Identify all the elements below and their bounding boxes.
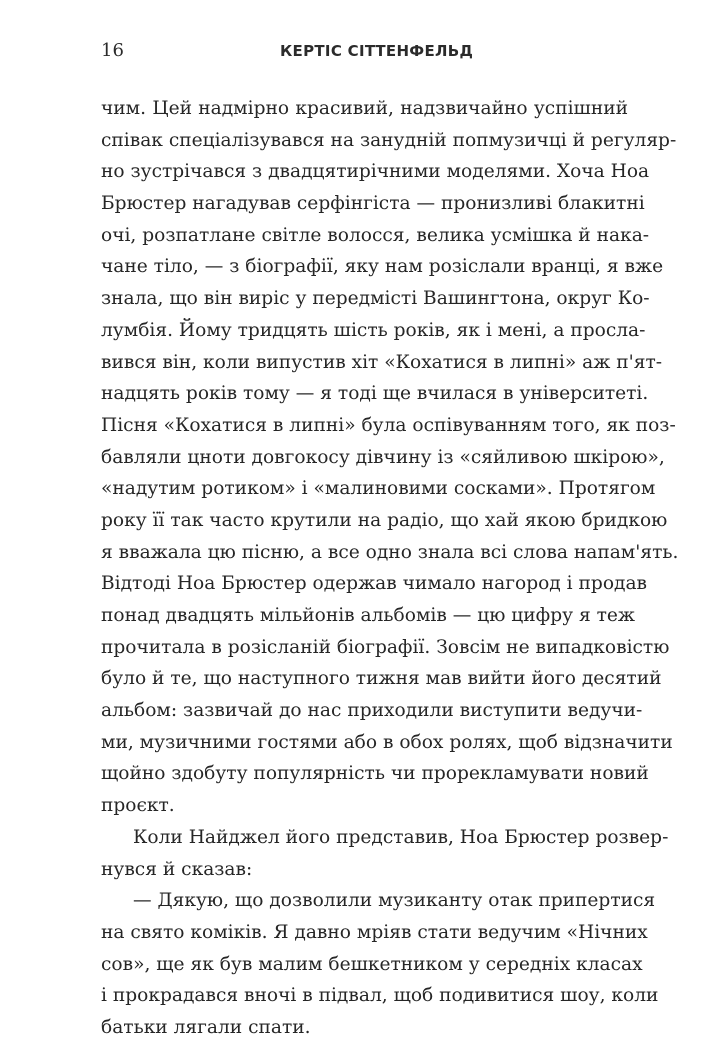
- text-line: очі, розпатлане світле волосся, велика усмішка й нака-: [101, 224, 650, 246]
- text-line: знала, що він виріс у передмісті Вашингтона, округ Ко-: [101, 288, 650, 310]
- text-line: і прокрадався вночі в підвал, щоб подивитися шоу, коли: [101, 985, 659, 1007]
- body-text: [101, 93, 679, 1044]
- text-line: ми, музичними гостями або в обох ролях, щоб відзначити: [101, 731, 673, 753]
- text-line: Коли Найджел його представив, Ноа Брюстер розвер-: [133, 826, 669, 848]
- text-line: бавляли цноти довгокосу дівчину із «сяйливою шкірою»,: [101, 446, 665, 468]
- text-line: Пісня «Кохатися в липні» була оспівуванням того, як поз-: [101, 414, 676, 436]
- text-line: співак спеціалізувався на занудній попмузичці й регуляр-: [101, 129, 677, 151]
- text-line: чане тіло, — з біографії, яку нам розіслали вранці, я вже: [101, 256, 664, 278]
- running-head-author: КЕРТІС СІТТЕНФЕЛЬД: [280, 42, 474, 60]
- text-line: року її так часто крутили на радіо, що хай якою бридкою: [101, 509, 668, 531]
- text-line: батьки лягали спати.: [101, 1016, 311, 1038]
- page-number: 16: [101, 40, 124, 61]
- text-line: нувся й сказав:: [101, 858, 253, 880]
- text-line: на свято коміків. Я давно мріяв стати ведучим «Нічних: [101, 921, 648, 943]
- text-line: надцять років тому — я тоді ще вчилася в університеті.: [101, 383, 649, 405]
- text-line: понад двадцять мільйонів альбомів — цю цифру я теж: [101, 605, 635, 626]
- text-line: було й те, що наступного тижня мав вийти його десятий: [101, 668, 662, 690]
- text-line: лумбія. Йому тридцять шість років, як і мені, а просла-: [101, 319, 646, 341]
- text-line: прочитала в розісланій біографії. Зовсім не випадковістю: [101, 636, 670, 658]
- text-line: проєкт.: [101, 795, 175, 817]
- text-line: Відтоді Ноа Брюстер одержав чимало нагород і продав: [101, 573, 648, 595]
- text-line: альбом: зазвичай до нас приходили виступити ведучи-: [101, 700, 643, 722]
- text-line: но зустрічався з двадцятирічними моделями. Хоча Ноа: [101, 161, 650, 183]
- text-line: Брюстер нагадував серфінгіста — пронизливі блакитні: [101, 193, 645, 215]
- text-line: сов», ще як був малим бешкетником у середніх класах: [101, 953, 643, 975]
- text-line: — Дякую, що дозволили музиканту отак припертися: [133, 890, 656, 912]
- text-line: я вважала цю пісню, а все одно знала всі слова напам'ять.: [101, 541, 679, 563]
- text-line: щойно здобуту популярність чи прорекламувати новий: [101, 763, 649, 785]
- text-line: вився він, коли випустив хіт «Кохатися в липні» аж п'ят-: [101, 351, 663, 373]
- text-line: «надутим ротиком» і «малиновими сосками». Протягом: [101, 478, 656, 500]
- text-line: чим. Цей надмірно красивий, надзвичайно успішний: [101, 98, 628, 119]
